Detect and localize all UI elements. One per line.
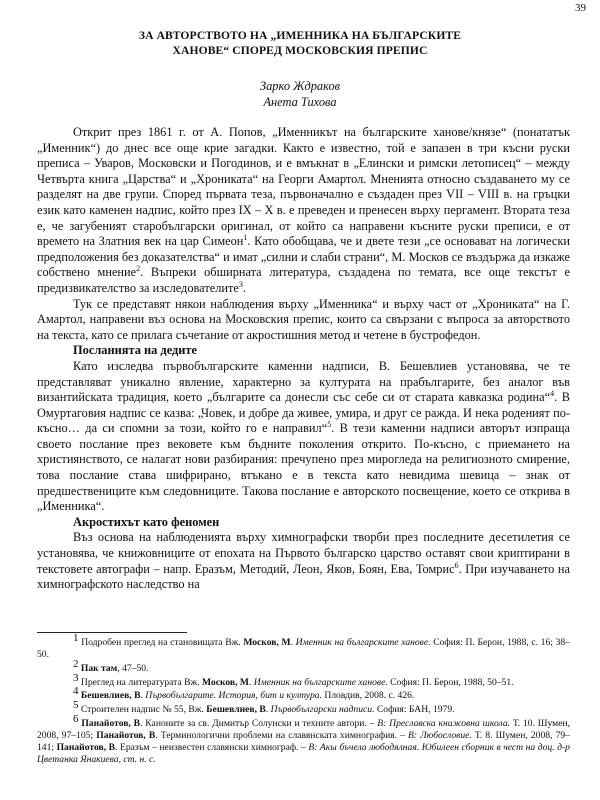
author-ref: Бешевлиев, В: [206, 704, 266, 716]
author-ref: Москов, М: [243, 637, 291, 648]
text-run: Т. 8. Шумен, 2008, 79–141;: [37, 729, 570, 754]
footnote: [37, 657, 570, 675]
footnote-ref[interactable]: 5: [327, 420, 332, 430]
text-run: София: П. Берон, 1988, 50–51.: [387, 676, 514, 688]
text-run: , 47–50.: [117, 662, 149, 674]
paragraph: [37, 530, 570, 592]
page-number: 39: [575, 2, 586, 14]
footnote: [37, 698, 570, 716]
text-run: . В Омуртаговия надпис се казва: „Човек, и добре да живее, умира, и друг се ражда. И нека роденият по-късно… да си спомни за този, който го е направил“: [37, 390, 570, 436]
text-run: . Каноните за св. Димитър Солунски и техните автори. –: [140, 717, 378, 729]
text-run: Строителен надпис № 55, Вж.: [80, 704, 207, 716]
article-body: [37, 125, 570, 593]
footnote: [37, 671, 570, 689]
footnote-ref[interactable]: 3: [238, 279, 243, 289]
footnote-ref[interactable]: 4: [550, 388, 555, 398]
footnote-ref[interactable]: 6: [454, 560, 459, 570]
text-run: Преглед на литературата Вж.: [80, 676, 202, 688]
text-run: София: П. Берон, 1988, с. 16; 38–50.: [37, 637, 571, 661]
paragraph: [37, 125, 570, 297]
authors: [0, 78, 600, 110]
author-ref: Панайотов, В: [96, 729, 156, 741]
text-run: .: [265, 704, 271, 716]
text-run: Като изследва първобългарските каменни надписи, В. Бешевлиев установява, че те представляват уникално явление, характерно за културата на прабългарите, без аналог във византийската традиция, което „българите са донесли със себе си от старата кавказка родина“: [37, 358, 570, 405]
work-title: В: Акы бъчела любодялная. Юбилеен сборник в чест на доц. д-р Цветанка Янакиева, ст. н. с.: [37, 742, 570, 766]
paragraph: [37, 359, 570, 515]
footnote-number: 6: [73, 712, 79, 725]
footnote: [37, 631, 571, 661]
work-title: В: Преславска книжовна школа.: [377, 717, 511, 729]
text-run: .: [248, 676, 254, 688]
text-run: . Въпреки обширната литература, създадена по темата, все още текстът е предизвикателство за изследователите: [37, 265, 570, 295]
title-line: ЗА АВТОРСТВОТО НА „ИМЕННИКА НА БЪЛГАРСКИТЕ: [138, 29, 462, 42]
work-title: Именник на българските ханове.: [295, 637, 431, 648]
text-run: Пловдив, 2008. с. 426.: [321, 690, 415, 702]
work-title: Именник на българските ханове.: [253, 676, 388, 688]
text-run: . В тези каменни надписи авторът изпраща своето послание през вековете към бъдните поколения открито. По-късно, с приемането на християнството, се налагат нови разбирания: пречупено през мирогледа на религиозното смирение, това послание става шифрирано, втъкано е в текста като невидима шевица – знак от предшествениците към следовниците. Такова послание е авторското посвещение, което се открива в „Именника“.: [37, 421, 570, 514]
work-title: Първобългарите. История, бит и култура.: [145, 690, 322, 702]
text-run: . Терминологични проблеми на славянската химнография. –: [155, 729, 409, 741]
author-ref: Бешевлиев, В: [80, 690, 141, 702]
work-title: Първобългарски надписи.: [270, 704, 375, 716]
footnote-ref[interactable]: 1: [243, 233, 248, 243]
footnote-ref[interactable]: 2: [136, 264, 141, 274]
title-line: ХАНОВЕ“ СПОРЕД МОСКОВСКИЯ ПРЕПИС: [172, 44, 428, 57]
author-ref: Москов, М: [201, 676, 249, 688]
footnote: [37, 712, 570, 767]
footnotes: [37, 631, 571, 768]
text-run: . Еразъм – неизвестен славянски химнограф. –: [115, 742, 309, 754]
work-title: В: Любословие.: [408, 729, 472, 741]
author-ref: Пак там: [80, 662, 118, 674]
text-run: .: [140, 690, 146, 702]
text-run: Подробен преглед на становищата Вж.: [81, 637, 244, 648]
section-heading: Посланията на дедите: [73, 343, 198, 358]
footnote-divider: [37, 632, 187, 633]
article-title: [30, 28, 570, 58]
text-run: Т. 10. Шумен, 2008, 97–105;: [37, 717, 570, 741]
paragraph: Тук се представят някои наблюдения върху „Именника“ и върху част от „Хрониката“ на Г. Амартол, направени въз основа на Московския препис, които са свързани с въпроса за авторството на текста, като се прилага съчетание от акростишния метод и четене в бустрофедон.: [37, 296, 570, 342]
section-heading: Акростихът като феномен: [73, 514, 220, 529]
text-run: . Като обобщава, че и двете тези „се основават на логически предположения без доказателства“ и имат „силни и слаби страни“, М. Москов се въздържа да изкаже собствено мнение: [37, 234, 570, 280]
author-name: Зарко Ждраков: [259, 79, 341, 93]
text-run: Въз основа на наблюденията върху химнографски творби през последните десетилетия се установява, че книжовниците от епохата на Първото българско царство оставят свои криптирани в текстовете автографи – напр. Еразъм, Методий, Леон, Яков, Боян, Ева, Томрис: [37, 530, 570, 576]
text-run: София: БАН, 1979.: [374, 704, 455, 716]
text-run: Открит през 1861 г. от А. Попов, „Именникът на българските ханове/князе“ (понататък „Именник“) до днес все още крие загадки. Както е известно, той е запазен в три късни руски преписа – Уваров, Московски и Погодинов, и е вмъкнат в „Елински и римски летописец“ – между Четвърта книга „Царства“ и „Хрониката“ на Георги Амартол. Мненията относно създаването му се разделят на две групи. Според първата теза, първоначално е създаден през VII – VIII в. на гръцки език като каменен надпис, който през IX – X в. е преведен и пренесен върху пергамент. Втората теза е, че загубеният старобългарски оригинал, от който са направени късните руски преписи, е от времето на Златния век на цар Симеон: [37, 125, 570, 249]
footnote-number: 3: [73, 671, 79, 684]
text-run: .: [242, 280, 246, 295]
author-name: Анета Тихова: [263, 95, 337, 109]
text-run: .: [290, 637, 296, 648]
text-run: . При изучаването на химнографското наследство на: [37, 561, 570, 592]
footnote-number: 5: [73, 698, 79, 711]
footnote: [37, 685, 570, 702]
footnote-number: 4: [73, 685, 79, 698]
author-ref: Панайотов, В: [56, 742, 116, 754]
footnote-number: 2: [73, 657, 79, 670]
author-ref: Панайотов, В: [81, 717, 141, 729]
footnote-number: 1: [73, 631, 79, 644]
